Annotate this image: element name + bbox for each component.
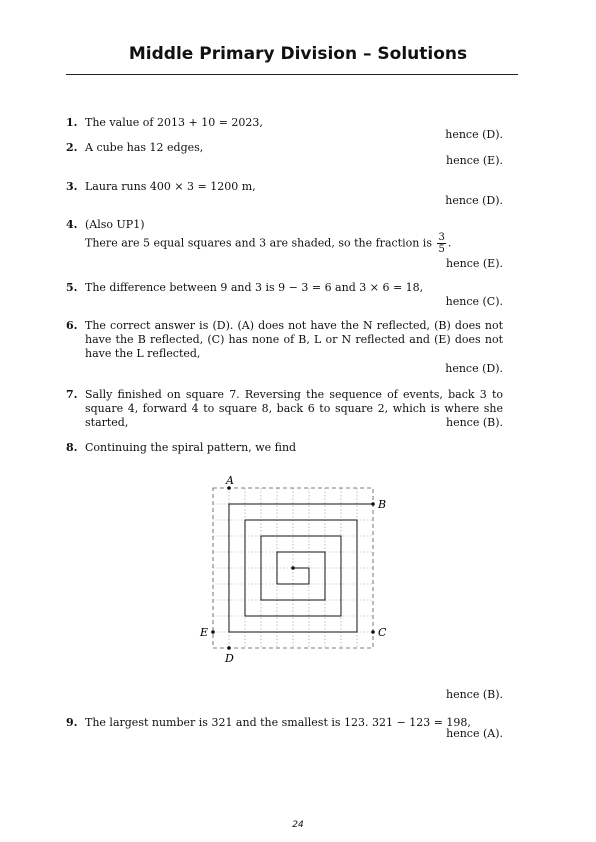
fraction-numerator: 3: [438, 232, 445, 243]
answer: hence (D).: [445, 194, 503, 207]
item-text: The correct answer is (D). (A) does not have the N reflected, (B) does not have the B reflected, (C) has none of B, L or N reflected and (E) does not have the L reflected,: [85, 319, 503, 360]
item-text: There are 5 equal squares and 3 are shaded, so the fraction is: [85, 236, 432, 250]
page-title: Middle Primary Division – Solutions: [128, 44, 468, 64]
answer: hence (B).: [445, 416, 503, 429]
point-b: [371, 502, 375, 506]
spiral-path: [229, 504, 373, 632]
point-e: [211, 630, 215, 634]
answer: hence (D).: [445, 128, 503, 141]
item-text: The value of 2013 + 10 = 2023,: [85, 116, 263, 129]
answer: hence (C).: [445, 295, 503, 308]
label-d: D: [225, 652, 234, 665]
item-number: 7.: [66, 388, 78, 401]
answer: hence (D).: [445, 362, 503, 375]
item-number: 9.: [66, 716, 78, 729]
item-number: 1.: [66, 116, 78, 129]
answer: hence (B).: [445, 688, 503, 701]
point-d: [227, 646, 231, 650]
label-a: A: [226, 474, 234, 487]
label-b: B: [378, 498, 387, 511]
point-c: [371, 630, 375, 634]
title-rule: [66, 74, 518, 75]
item-number: 5.: [66, 281, 78, 294]
item-text: Sally finished on square 7. Reversing the sequence of events, back 3 to square 4, forward 4 to square 8, back 6 to square 2, which is where she started,: [85, 388, 503, 429]
spiral-figure: [195, 472, 395, 668]
item-text: Continuing the spiral pattern, we find: [85, 441, 297, 454]
fraction-denominator: 5: [438, 244, 445, 255]
item-number: 8.: [66, 441, 78, 454]
label-c: C: [378, 626, 387, 639]
answer: hence (E).: [446, 257, 503, 270]
label-e: E: [200, 626, 209, 639]
item-text: A cube has 12 edges,: [85, 141, 204, 154]
item-number: 6.: [66, 319, 78, 332]
page-number: 24: [292, 820, 304, 830]
item-number: 2.: [66, 141, 78, 154]
item-text: Laura runs 400 × 3 = 1200 m,: [85, 180, 256, 193]
fraction: [437, 232, 445, 255]
item-note: (Also UP1): [85, 218, 145, 231]
fraction-line: [85, 232, 451, 255]
answer: hence (E).: [446, 154, 503, 167]
spiral-start-point: [291, 566, 295, 570]
fraction-tail: .: [447, 236, 452, 250]
answer: hence (A).: [446, 727, 503, 740]
item-text: The difference between 9 and 3 is 9 − 3 = 6 and 3 × 6 = 18,: [85, 281, 424, 294]
item-number: 4.: [66, 218, 78, 231]
item-number: 3.: [66, 180, 78, 193]
item-text: The largest number is 321 and the smallest is 123. 321 − 123 = 198,: [85, 716, 471, 729]
